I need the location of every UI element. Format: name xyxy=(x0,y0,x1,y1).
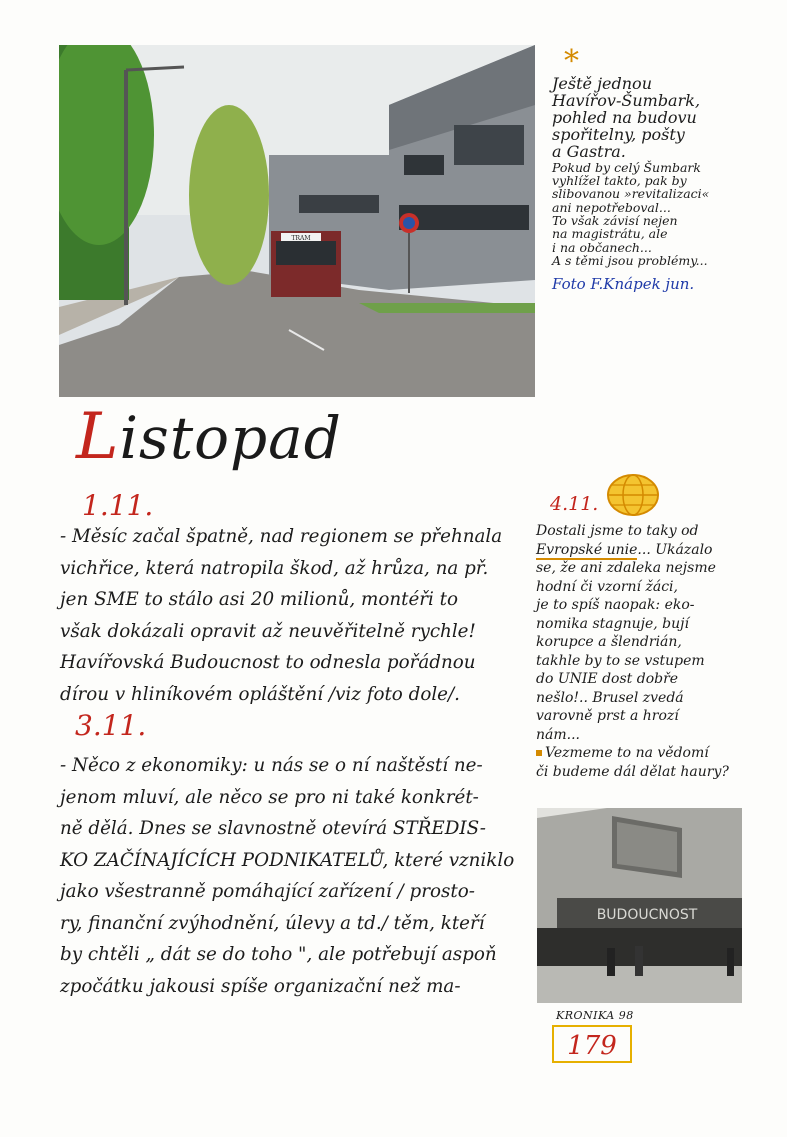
street-photo xyxy=(59,45,535,397)
side-line: varovně prst a hrozí xyxy=(536,708,679,724)
entry-line: jen SME to stálo asi 20 milionů, montéři to xyxy=(60,589,459,610)
entry-line: jenom mluví, ale něco se pro ni také konkrét- xyxy=(60,786,479,808)
side-entry xyxy=(536,522,751,781)
entry-line: vichřice, která natropila škod, až hrůza, na př. xyxy=(60,557,489,579)
side-line: je to spíš naopak: eko- xyxy=(536,597,695,613)
entry-line: by chtěli „ dát se do toho ", ale potřebují aspoň xyxy=(60,944,497,965)
side-line: do UNIE dost dobře xyxy=(536,671,679,687)
entry-line: KO ZAČÍNAJÍCÍCH PODNIKATELŮ, které vzniklo xyxy=(60,849,515,871)
caption-line: Pokud by celý Šumbark xyxy=(552,159,701,175)
entry-line: zpočátku jakousi spíše organizační než ma- xyxy=(60,975,461,997)
month-rest: istopad xyxy=(119,404,342,472)
eu-underlined: Evropské unie xyxy=(536,541,638,558)
entry-line: Havířovská Budoucnost to odnesla pořádnou xyxy=(60,652,476,673)
side-line: Vezmeme to na vědomí xyxy=(545,745,709,761)
month-heading xyxy=(76,400,342,474)
entry-line: jako všestranně pomáhající zařízení / prosto- xyxy=(60,881,475,902)
caption-line: To však závisí nejen xyxy=(552,213,678,229)
side-line: se, že ani zdaleka nejsme xyxy=(536,560,716,576)
entry-line: ry, finanční zvýhodnění, úlevy a td./ těm, kteří xyxy=(60,912,485,934)
month-initial: L xyxy=(76,400,120,474)
caption-line: pohled na budovu xyxy=(552,108,697,128)
caption-line: na magistrátu, ale xyxy=(552,226,668,242)
chronicle-entry xyxy=(60,521,530,710)
caption-line: vyhlížel takto, pak by xyxy=(552,172,687,188)
side-line: nešlo!.. Brusel zvedá xyxy=(536,689,684,706)
entry-date: 3.11. xyxy=(75,709,147,742)
side-line: nomika stagnuje, bují xyxy=(536,615,689,632)
asterisk-icon: * xyxy=(564,44,579,79)
entry-line: dírou v hliníkovém opláštění /viz foto dole/. xyxy=(60,683,460,705)
caption-line: a Gastra. xyxy=(552,142,626,162)
side-line: hodní či vzorní žáci, xyxy=(536,578,678,595)
caption-line: A s těmi jsou problémy... xyxy=(552,253,708,269)
caption-line: i na občanech... xyxy=(552,239,652,255)
store-sign: BUDOUCNOST xyxy=(596,907,698,923)
side-line: ... Ukázalo xyxy=(637,541,713,558)
chronicle-label: KRONIKA 98 xyxy=(556,1009,634,1022)
photo-caption xyxy=(552,44,780,293)
side-line: nám... xyxy=(536,726,580,743)
globe-icon xyxy=(606,473,660,517)
bus-sign: TRAM xyxy=(291,235,311,242)
building-photo xyxy=(537,808,742,1003)
caption-line: slibovanou »revitalizaci« xyxy=(552,186,710,202)
photo-credit: Foto F.Knápek jun. xyxy=(552,274,695,293)
side-line: korupce a šlendrián, xyxy=(536,634,682,650)
side-line: takhle by to se vstupem xyxy=(536,652,705,669)
caption-line: Havířov-Šumbark, xyxy=(552,91,701,111)
entry-line: - Měsíc začal špatně, nad regionem se přehnala xyxy=(60,526,503,547)
side-line: Dostali jsme to taky od xyxy=(536,523,699,539)
page-number: 179 xyxy=(552,1025,632,1063)
chronicle-entry xyxy=(60,750,530,1002)
entry-line: ně dělá. Dnes se slavnostně otevírá STŘEDIS- xyxy=(60,818,486,839)
side-line: či budeme dál dělat haury? xyxy=(536,763,729,780)
caption-line: spořitelny, pošty xyxy=(552,125,685,145)
entry-line: - Něco z ekonomiky: u nás se o ní naštěstí ne- xyxy=(60,755,483,776)
bullet-icon xyxy=(536,750,542,756)
side-entry-date: 4.11. xyxy=(550,493,599,515)
caption-line: Ještě jednou xyxy=(552,74,652,93)
entry-date: 1.11. xyxy=(82,489,154,522)
entry-line: však dokázali opravit až neuvěřitelně rychle! xyxy=(60,620,476,642)
caption-line: ani nepotřeboval... xyxy=(552,199,671,215)
